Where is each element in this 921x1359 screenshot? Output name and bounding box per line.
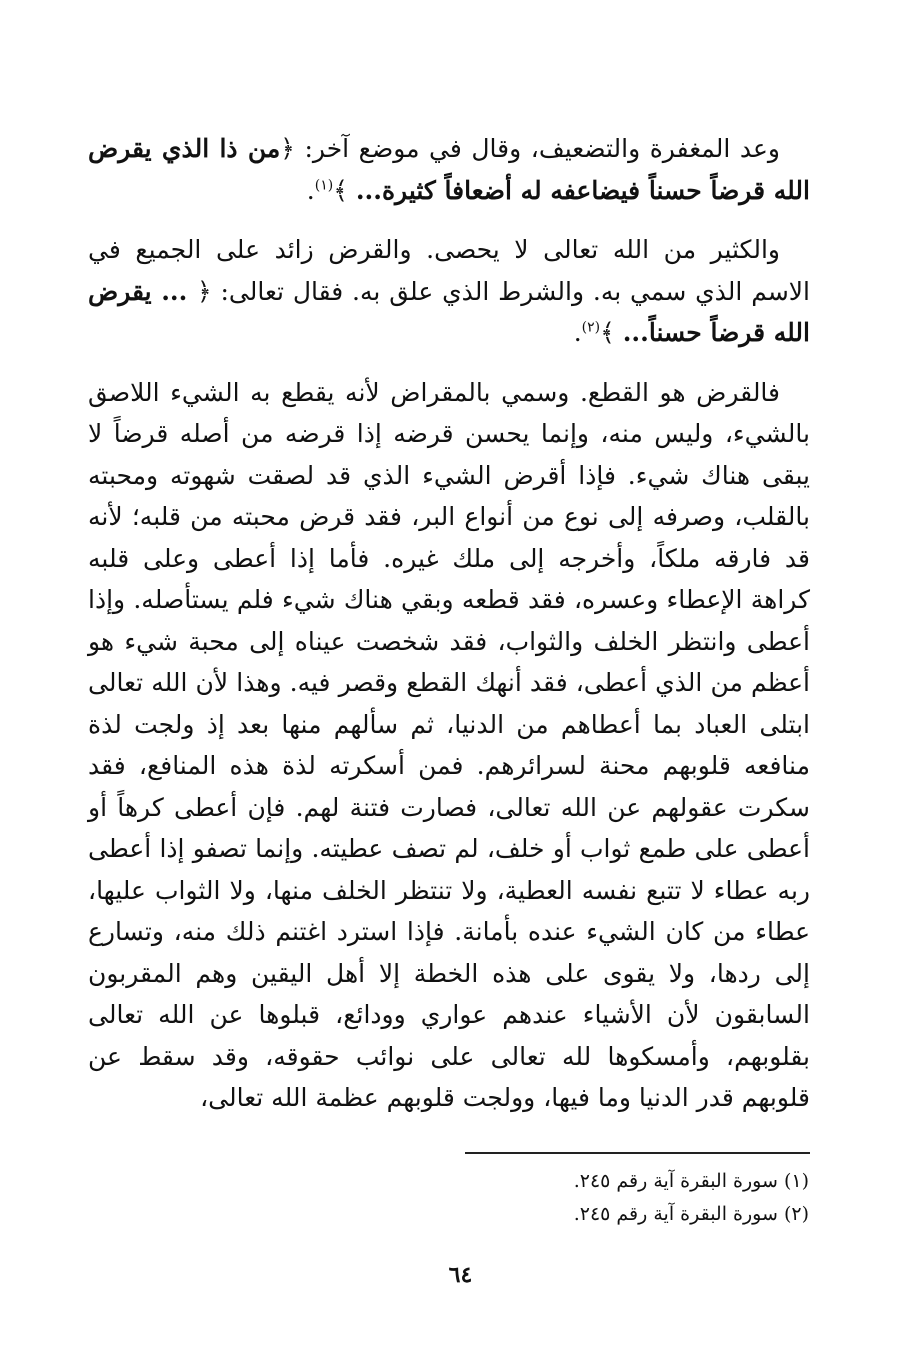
footnote-divider	[465, 1152, 810, 1154]
paragraph-1-lead: وعد المغفرة والتضعيف، وقال في موضع آخر:	[294, 134, 780, 163]
paragraph-2-tail: .	[573, 318, 582, 347]
ornate-bracket-close-icon: ﴾	[600, 318, 623, 347]
footnote-1: (١) سورة البقرة آية رقم ٢٤٥.	[573, 1170, 809, 1192]
page-body	[88, 128, 810, 1308]
quran-quote-1-text: من ذا الذي يقرض الله قرضاً حسناً فيضاعفه له أضعافاً كثيرة...	[88, 134, 810, 205]
paragraph-1-tail: .	[306, 175, 315, 205]
footnote-2: (٢) سورة البقرة آية رقم ٢٤٥.	[573, 1203, 809, 1225]
ornate-bracket-open-icon: ﴿	[196, 276, 212, 306]
footnote-ref-2: (٢)	[581, 319, 601, 336]
paragraph-3: فالقرض هو القطع. وسمي بالمقراض لأنه يقطع به الشيء اللاصق بالشيء، وليس منه، وإنما يحسن قرضه إذا قرضه من أصله قرضاً لا يبقى هناك شيء. فإذا أقرض الشيء الذي قد لصقت شهوته ومحبته بالقلب، وصرفه إلى نوع من أنواع البر، فقد قرض محبته من قلبه؛ لأنه قد فارقه ملكاً، وأخرجه إلى ملك غيره. فأما إذا أعطى وعلى قلبه كراهة الإعطاء وعسره، فقد قطعه وبقي هناك شيء فلم يستأصله. وإذا أعطى وانتظر الخلف والثواب، فقد شخصت عيناه إلى محبة شيء هو أعظم من الذي أعطى، فقد أنهك القطع وقصر فيه. وهذا لأن الله تعالى ابتلى العباد بما أعطاهم من الدنيا، ثم سألهم منها بعد إذ ولجت لذة منافعه قلوبهم محنة لسرائرهم. فمن أسكرته لذة هذه المنافع، فقد سكرت عقولهم عن الله تعالى، فصارت فتنة لهم. فإن أعطى كرهاً أو أعطى على طمع ثواب أو خلف، لم تصف عطيته. وإنما تصفو إذا أعطى ربه عطاء لا تتبع نفسه العطية، ولا تنتظر الخلف منها، ولا الثواب عليها، عطاء من كان الشيء عنده بأمانة. فإذا استرد اغتنم ذلك منه، وتسارع إلى ردها، ولا يقوى على هذه الخطة إلا أهل اليقين وهم المقربون السابقون لأن الأشياء عندهم عواري وودائع، قبلوها عن الله تعالى بقلوبهم، وأمسكوها لله تعالى على نوائب حقوقه، وقد سقط عن قلوبهم قدر الدنيا وما فيها، وولجت قلوبهم عظمة الله تعالى،	[88, 377, 810, 1112]
footnote-ref-1: (١)	[314, 177, 334, 194]
paragraph-1	[88, 128, 810, 211]
quran-quote-2-text: ... يقرض الله قرضاً حسناً...	[88, 276, 810, 347]
ornate-bracket-close-icon: ﴾	[333, 175, 356, 205]
footnotes	[389, 1165, 809, 1231]
paragraph-2-lead: والكثير من الله تعالى لا يحصى. والقرض زائد على الجميع في الاسم الذي سمي به. والشرط الذي علق به. فقال تعالى:	[88, 235, 810, 306]
ornate-bracket-open-icon: ﴿	[280, 134, 295, 163]
paragraph-2	[88, 229, 810, 354]
page-number: ٦٤	[448, 1262, 473, 1288]
